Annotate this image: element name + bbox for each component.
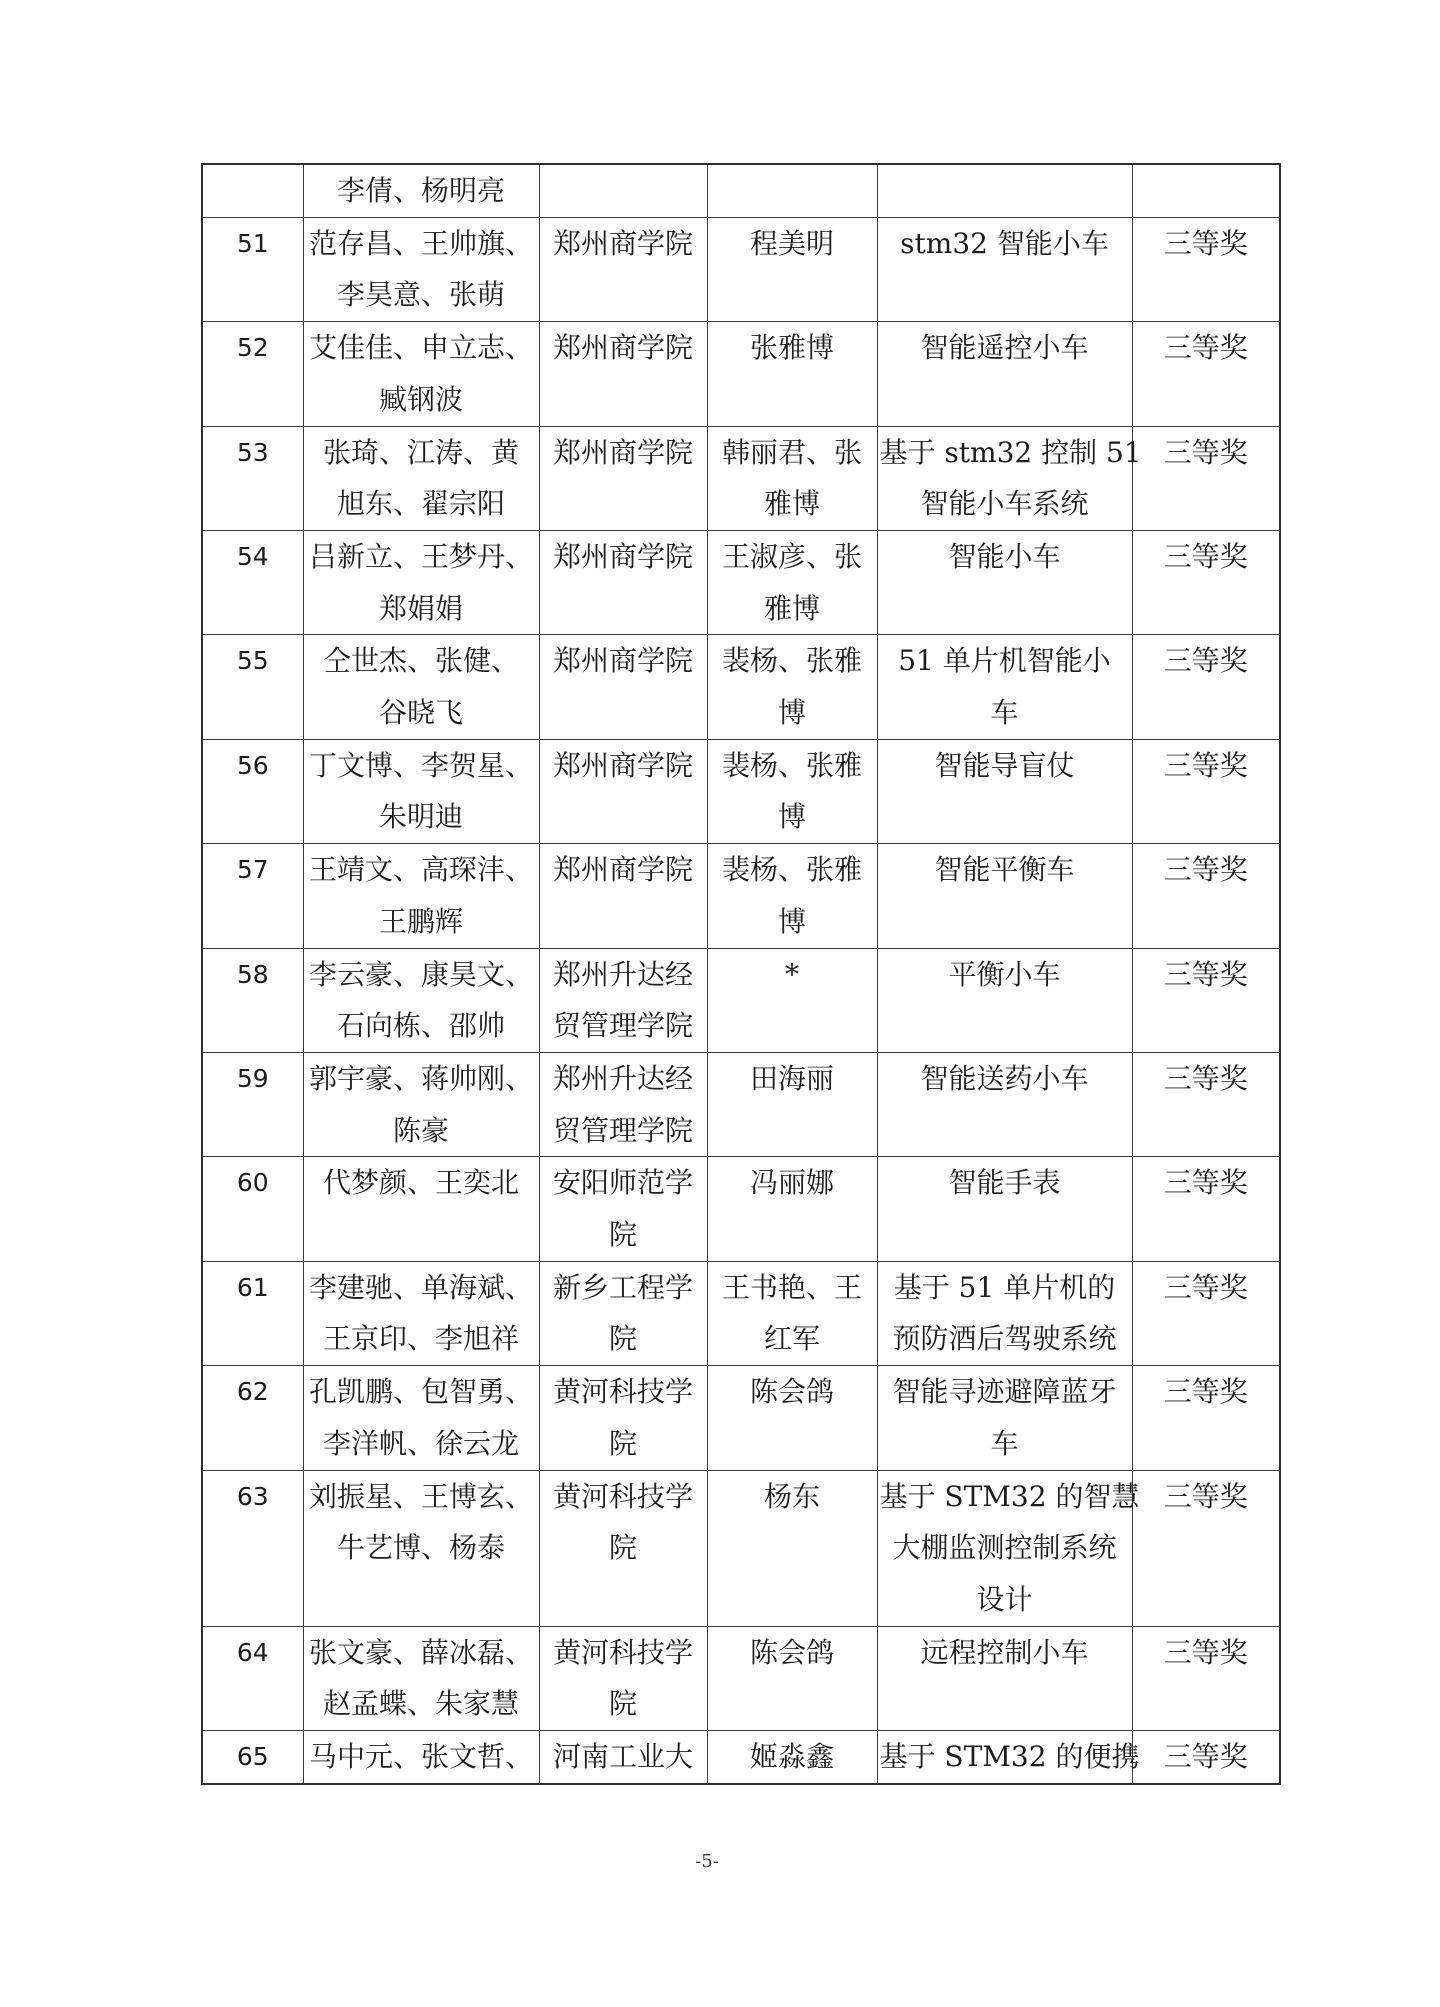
- row-number-cell: [202, 164, 303, 217]
- students-cell: [303, 1157, 539, 1261]
- cell-text-line: 基于 stm32 控制 51: [879, 435, 1142, 469]
- cell-text-line: 院: [608, 1322, 637, 1356]
- row-number-cell: [202, 844, 303, 948]
- cell-text-line: 王鹏辉: [378, 904, 463, 938]
- students-cell: [303, 739, 539, 843]
- cell-text-line: 黄河科技学: [552, 1479, 693, 1513]
- cell-text-line: 51 单片机智能小: [898, 644, 1111, 678]
- students-cell: [303, 426, 539, 530]
- cell-text-line: 博: [777, 904, 806, 938]
- cell-text-line: 李建驰、单海斌、: [308, 1270, 533, 1304]
- cell-text-line: 智能导盲仗: [934, 748, 1075, 782]
- cell-text-line: 旭东、翟宗阳: [336, 487, 505, 521]
- cell-text-line: 63: [236, 1481, 269, 1511]
- cell-text-line: 56: [236, 750, 269, 780]
- cell-text-line: 62: [236, 1377, 269, 1407]
- table-row: [202, 1470, 1280, 1626]
- award-cell: [1132, 844, 1280, 948]
- cell-text-line: 陈豪: [392, 1113, 449, 1147]
- students-cell: [303, 844, 539, 948]
- advisor-cell: [707, 739, 877, 843]
- cell-text-line: 智能平衡车: [934, 853, 1075, 887]
- cell-text-line: 王靖文、高琛沣、: [308, 853, 533, 887]
- cell-text-line: 裴杨、张雅: [721, 644, 862, 678]
- school-cell: [539, 844, 707, 948]
- advisor-cell: [707, 322, 877, 426]
- school-cell: [539, 948, 707, 1052]
- cell-text-line: 53: [236, 437, 269, 467]
- cell-text-line: 64: [236, 1637, 269, 1667]
- cell-text-line: 三等奖: [1163, 1635, 1248, 1669]
- project-cell: [877, 1626, 1132, 1730]
- advisor-cell: [707, 1731, 877, 1784]
- students-cell: [303, 1731, 539, 1784]
- cell-text-line: 仝世杰、张健、: [322, 644, 519, 678]
- cell-text-line: 贸管理学院: [552, 1009, 693, 1043]
- table-row: [202, 426, 1280, 530]
- school-cell: [539, 1366, 707, 1470]
- cell-text-line: 郑州商学院: [552, 435, 693, 469]
- cell-text-line: 三等奖: [1163, 226, 1248, 260]
- students-cell: [303, 1366, 539, 1470]
- cell-text-line: 王京印、李旭祥: [322, 1322, 519, 1356]
- cell-text-line: 59: [236, 1063, 269, 1093]
- award-cell: [1132, 217, 1280, 321]
- cell-text-line: 基于 STM32 的便携: [879, 1740, 1140, 1774]
- table-row: [202, 322, 1280, 426]
- cell-text-line: 新乡工程学: [552, 1270, 693, 1304]
- project-cell: [877, 844, 1132, 948]
- project-cell: [877, 739, 1132, 843]
- cell-text-line: 三等奖: [1163, 1061, 1248, 1095]
- row-number-cell: [202, 322, 303, 426]
- cell-text-line: 52: [236, 333, 269, 363]
- advisor-cell: [707, 164, 877, 217]
- cell-text-line: 65: [236, 1742, 269, 1772]
- students-cell: [303, 1261, 539, 1365]
- students-cell: [303, 635, 539, 739]
- cell-text-line: 郭宇豪、蒋帅刚、: [308, 1061, 533, 1095]
- cell-text-line: stm32 智能小车: [900, 226, 1109, 260]
- cell-text-line: 王书艳、王: [721, 1270, 862, 1304]
- students-cell: [303, 1470, 539, 1626]
- cell-text-line: 三等奖: [1163, 1740, 1248, 1774]
- cell-text-line: 智能手表: [948, 1166, 1061, 1200]
- award-cell: [1132, 635, 1280, 739]
- award-cell: [1132, 530, 1280, 634]
- advisor-cell: [707, 1626, 877, 1730]
- advisor-cell: [707, 635, 877, 739]
- project-cell: [877, 426, 1142, 530]
- table-row: [202, 844, 1280, 948]
- award-cell: [1132, 1470, 1280, 1626]
- cell-text-line: 三等奖: [1163, 853, 1248, 887]
- row-number-cell: [202, 1366, 303, 1470]
- table-row: [202, 530, 1280, 634]
- cell-text-line: 李云豪、康昊文、: [308, 957, 533, 991]
- cell-text-line: 朱明迪: [378, 800, 463, 834]
- cell-text-line: 程美明: [749, 226, 834, 260]
- cell-text-line: 大棚监测控制系统: [892, 1531, 1117, 1565]
- project-cell: [877, 530, 1132, 634]
- cell-text-line: 智能小车: [948, 539, 1061, 573]
- award-cell: [1132, 1366, 1280, 1470]
- award-cell: [1132, 1731, 1280, 1784]
- cell-text-line: 黄河科技学: [552, 1635, 693, 1669]
- school-cell: [539, 217, 707, 321]
- project-cell: [877, 1731, 1140, 1784]
- school-cell: [539, 1731, 707, 1784]
- students-cell: [303, 1052, 539, 1156]
- cell-text-line: 智能寻迹避障蓝牙: [892, 1375, 1117, 1409]
- cell-text-line: 郑州商学院: [552, 748, 693, 782]
- cell-text-line: 牛艺博、杨泰: [336, 1531, 505, 1565]
- row-number-cell: [202, 1626, 303, 1730]
- cell-text-line: 李昊意、张萌: [336, 278, 505, 312]
- cell-text-line: 代梦颜、王奕北: [322, 1166, 519, 1200]
- page-number: -5-: [695, 1851, 719, 1872]
- award-cell: [1132, 1157, 1280, 1261]
- cell-text-line: 三等奖: [1163, 957, 1248, 991]
- cell-text-line: 吕新立、王梦丹、: [308, 539, 533, 573]
- cell-text-line: 裴杨、张雅: [721, 853, 862, 887]
- row-number-cell: [202, 1157, 303, 1261]
- cell-text-line: 谷晓飞: [378, 696, 463, 730]
- students-cell: [303, 164, 539, 217]
- row-number-cell: [202, 1261, 303, 1365]
- school-cell: [539, 530, 707, 634]
- award-table-body: [202, 164, 1280, 1784]
- cell-text-line: 三等奖: [1163, 539, 1248, 573]
- row-number-cell: [202, 530, 303, 634]
- cell-text-line: 张琦、江涛、黄: [322, 435, 519, 469]
- row-number-cell: [202, 739, 303, 843]
- cell-text-line: 院: [608, 1531, 637, 1565]
- cell-text-line: 冯丽娜: [749, 1166, 834, 1200]
- advisor-cell: [707, 948, 877, 1052]
- table-row: [202, 164, 1280, 217]
- cell-text-line: 院: [608, 1218, 637, 1252]
- cell-text-line: 韩丽君、张: [721, 435, 862, 469]
- cell-text-line: 平衡小车: [948, 957, 1061, 991]
- cell-text-line: 丁文博、李贺星、: [308, 748, 533, 782]
- table-row: [202, 948, 1280, 1052]
- school-cell: [539, 164, 707, 217]
- cell-text-line: 陈会鸽: [749, 1375, 834, 1409]
- cell-text-line: 张雅博: [749, 331, 834, 365]
- cell-text-line: 远程控制小车: [920, 1635, 1089, 1669]
- cell-text-line: 王淑彦、张: [721, 539, 862, 573]
- table-row: [202, 1626, 1280, 1730]
- advisor-cell: [707, 1052, 877, 1156]
- cell-text-line: 郑娟娟: [378, 591, 463, 625]
- cell-text-line: 孔凯鹏、包智勇、: [308, 1375, 533, 1409]
- students-cell: [303, 322, 539, 426]
- advisor-cell: [707, 530, 877, 634]
- cell-text-line: 设计: [976, 1582, 1033, 1616]
- table-row: [202, 1366, 1280, 1470]
- cell-text-line: 院: [608, 1426, 637, 1460]
- award-cell: [1132, 739, 1280, 843]
- cell-text-line: 黄河科技学: [552, 1375, 693, 1409]
- cell-text-line: 郑州升达经: [552, 1061, 693, 1095]
- cell-text-line: 马中元、张文哲、: [308, 1740, 533, 1774]
- cell-text-line: 智能送药小车: [920, 1061, 1089, 1095]
- school-cell: [539, 739, 707, 843]
- advisor-cell: [707, 1261, 877, 1365]
- cell-text-line: 陈会鸽: [749, 1635, 834, 1669]
- cell-text-line: 李倩、杨明亮: [336, 174, 505, 207]
- cell-text-line: 三等奖: [1163, 1479, 1248, 1513]
- students-cell: [303, 217, 539, 321]
- table-row: [202, 739, 1280, 843]
- row-number-cell: [202, 948, 303, 1052]
- cell-text-line: 基于 STM32 的智慧: [879, 1479, 1140, 1513]
- cell-text-line: 石向栋、邵帅: [336, 1009, 505, 1043]
- students-cell: [303, 1626, 539, 1730]
- cell-text-line: 郑州商学院: [552, 644, 693, 678]
- table-row: [202, 1731, 1280, 1784]
- school-cell: [539, 1626, 707, 1730]
- cell-text-line: 臧钢波: [378, 382, 463, 416]
- advisor-cell: [707, 1470, 877, 1626]
- cell-text-line: 郑州商学院: [552, 226, 693, 260]
- cell-text-line: 田海丽: [749, 1061, 834, 1095]
- table-row: [202, 635, 1280, 739]
- table-row: [202, 1157, 1280, 1261]
- cell-text-line: 车: [990, 696, 1019, 730]
- cell-text-line: 三等奖: [1163, 435, 1248, 469]
- school-cell: [539, 1157, 707, 1261]
- cell-text-line: 智能遥控小车: [920, 331, 1089, 365]
- cell-text-line: 贸管理学院: [552, 1113, 693, 1147]
- project-cell: [877, 635, 1132, 739]
- cell-text-line: 三等奖: [1163, 748, 1248, 782]
- award-cell: [1132, 1626, 1280, 1730]
- cell-text-line: 55: [236, 646, 269, 676]
- row-number-cell: [202, 426, 303, 530]
- row-number-cell: [202, 1052, 303, 1156]
- cell-text-line: 三等奖: [1163, 1166, 1248, 1200]
- cell-text-line: 红军: [763, 1322, 820, 1356]
- cell-text-line: 智能小车系统: [920, 487, 1089, 521]
- students-cell: [303, 948, 539, 1052]
- cell-text-line: 郑州商学院: [552, 539, 693, 573]
- cell-text-line: 郑州商学院: [552, 331, 693, 365]
- table-row: [202, 217, 1280, 321]
- cell-text-line: 李洋帆、徐云龙: [322, 1426, 519, 1460]
- school-cell: [539, 1470, 707, 1626]
- cell-text-line: 杨东: [763, 1479, 820, 1513]
- table-row: [202, 1261, 1280, 1365]
- project-cell: [877, 1157, 1132, 1261]
- cell-text-line: 三等奖: [1163, 331, 1248, 365]
- cell-text-line: 57: [236, 855, 269, 885]
- row-number-cell: [202, 217, 303, 321]
- row-number-cell: [202, 1470, 303, 1626]
- cell-text-line: 61: [236, 1272, 269, 1302]
- award-cell: [1132, 322, 1280, 426]
- cell-text-line: 刘振星、王博玄、: [308, 1479, 533, 1513]
- cell-text-line: 博: [777, 696, 806, 730]
- cell-text-line: 58: [236, 959, 269, 989]
- award-cell: [1132, 426, 1280, 530]
- advisor-cell: [707, 844, 877, 948]
- cell-text-line: 范存昌、王帅旗、: [308, 226, 533, 260]
- award-cell: [1132, 164, 1280, 217]
- cell-text-line: 院: [608, 1687, 637, 1721]
- cell-text-line: 雅博: [763, 591, 820, 625]
- award-table: [201, 163, 1281, 1785]
- cell-text-line: 赵孟蝶、朱家慧: [322, 1687, 519, 1721]
- cell-text-line: 郑州商学院: [552, 853, 693, 887]
- cell-text-line: 车: [990, 1426, 1019, 1460]
- project-cell: [877, 948, 1132, 1052]
- cell-text-line: 54: [236, 541, 269, 571]
- school-cell: [539, 322, 707, 426]
- cell-text-line: 雅博: [763, 487, 820, 521]
- cell-text-line: 三等奖: [1163, 644, 1248, 678]
- cell-text-line: 三等奖: [1163, 1270, 1248, 1304]
- project-cell: [877, 1366, 1132, 1470]
- cell-text-line: 三等奖: [1163, 1375, 1248, 1409]
- students-cell: [303, 530, 539, 634]
- advisor-cell: [707, 426, 877, 530]
- row-number-cell: [202, 1731, 303, 1784]
- cell-text-line: 安阳师范学: [552, 1166, 693, 1200]
- school-cell: [539, 1052, 707, 1156]
- row-number-cell: [202, 635, 303, 739]
- project-cell: [877, 1052, 1132, 1156]
- cell-text-line: 预防酒后驾驶系统: [892, 1322, 1117, 1356]
- project-cell: [877, 1261, 1132, 1365]
- project-cell: [877, 217, 1132, 321]
- award-cell: [1132, 1261, 1280, 1365]
- cell-text-line: 姬淼鑫: [749, 1740, 834, 1774]
- award-cell: [1132, 948, 1280, 1052]
- cell-text-line: 基于 51 单片机的: [893, 1270, 1116, 1304]
- project-cell: [877, 322, 1132, 426]
- cell-text-line: 裴杨、张雅: [721, 748, 862, 782]
- advisor-cell: [707, 1157, 877, 1261]
- cell-text-line: 艾佳佳、申立志、: [308, 331, 533, 365]
- project-cell: [877, 164, 1132, 217]
- cell-text-line: 张文豪、薛冰磊、: [308, 1635, 533, 1669]
- school-cell: [539, 426, 707, 530]
- advisor-cell: [707, 217, 877, 321]
- advisor-cell: [707, 1366, 877, 1470]
- cell-text-line: 郑州升达经: [552, 957, 693, 991]
- cell-text-line: *: [785, 957, 799, 991]
- cell-text-line: 60: [236, 1168, 269, 1198]
- project-cell: [877, 1470, 1140, 1626]
- cell-text-line: 博: [777, 800, 806, 834]
- award-cell: [1132, 1052, 1280, 1156]
- school-cell: [539, 1261, 707, 1365]
- cell-text-line: 51: [236, 228, 269, 258]
- school-cell: [539, 635, 707, 739]
- cell-text-line: 河南工业大: [552, 1740, 693, 1774]
- table-row: [202, 1052, 1280, 1156]
